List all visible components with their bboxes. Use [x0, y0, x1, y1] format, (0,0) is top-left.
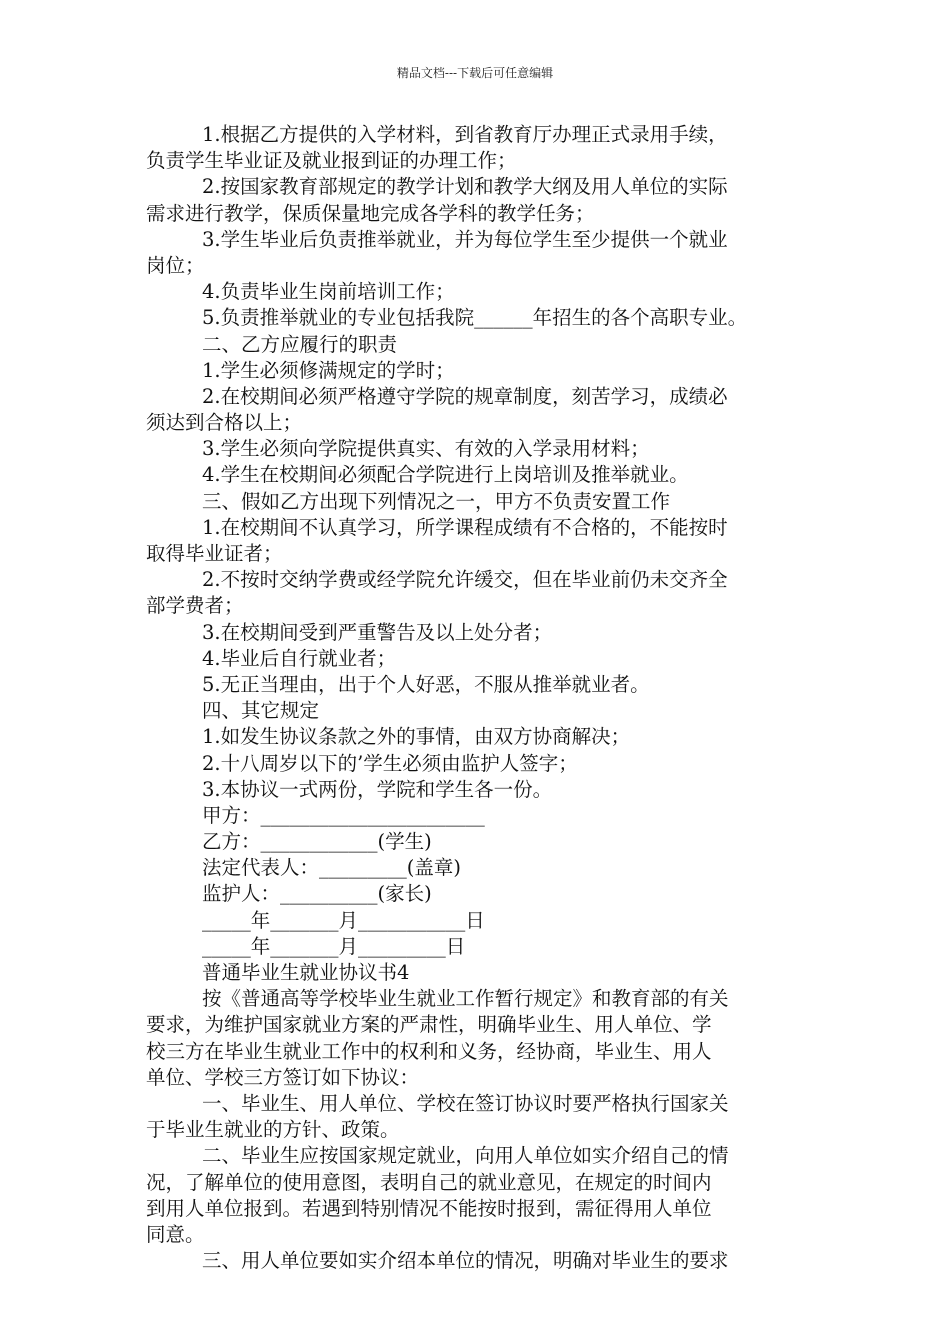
text-line: 单位、学校三方签订如下协议： — [146, 1065, 420, 1089]
text-line: 岗位； — [146, 253, 205, 277]
text-line: 部学费者； — [146, 594, 244, 618]
text-line: 3.学生毕业后负责推举就业，并为每位学生至少提供一个就业 — [202, 227, 728, 251]
text-line: 1.在校期间不认真学习，所学课程成绩有不合格的，不能按时 — [202, 515, 728, 539]
text-line: 2.十八周岁以下的’学生必须由监护人签字； — [202, 751, 578, 775]
text-line: 需求进行教学，保质保量地完成各学科的教学任务； — [146, 201, 595, 225]
document-body — [146, 122, 818, 1274]
text-line: 到用人单位报到。若遇到特别情况不能按时报到，需征得用人单位 — [146, 1196, 712, 1220]
text-line: 一、毕业生、用人单位、学校在签订协议时要严格执行国家关 — [202, 1091, 729, 1115]
text-line: 2.按国家教育部规定的教学计划和教学大纲及用人单位的实际 — [202, 175, 728, 199]
text-line: 要求，为维护国家就业方案的严肃性，明确毕业生、用人单位、学 — [146, 1013, 712, 1037]
text-line: 取得毕业证者； — [146, 542, 283, 565]
text-line: 乙方：____________(学生) — [202, 830, 432, 854]
text-line: 按《普通高等学校毕业生就业工作暂行规定》和教育部的有关 — [202, 987, 729, 1011]
text-line: 法定代表人：_________(盖章) — [202, 856, 461, 880]
text-line: 2.不按时交纳学费或经学院允许缓交，但在毕业前仍未交齐全 — [202, 568, 728, 592]
text-line: 3.在校期间受到严重警告及以上处分者； — [202, 620, 553, 644]
text-line: 4.毕业后自行就业者； — [202, 646, 397, 670]
text-line: 四、其它规定 — [202, 699, 320, 723]
text-line: _____年_______月___________日 — [202, 908, 485, 932]
text-line: 1.学生必须修满规定的学时； — [202, 358, 455, 382]
text-line: 4.学生在校期间必须配合学院进行上岗培训及推举就业。 — [202, 463, 689, 487]
text-line: 校三方在毕业生就业工作中的权利和义务，经协商，毕业生、用人 — [146, 1039, 712, 1063]
page-header: 精品文档---下载后可任意编辑 — [396, 66, 554, 80]
text-line: 监护人：__________(家长) — [202, 882, 432, 906]
text-line: 三、假如乙方出现下列情况之一，甲方不负责安置工作 — [202, 489, 671, 513]
text-line: 5.无正当理由，出于个人好恶，不服从推举就业者。 — [202, 672, 650, 696]
text-line: 1.如发生协议条款之外的事情，由双方协商解决； — [202, 725, 631, 749]
text-line: 5.负责推举就业的专业包括我院______年招生的各个高职专业。 — [202, 306, 748, 330]
text-line: 3.本协议一式两份，学院和学生各一份。 — [202, 777, 553, 801]
text-line: 须达到合格以上； — [146, 411, 303, 435]
text-line: 负责学生毕业证及就业报到证的办理工作； — [146, 149, 517, 173]
text-line: 3.学生必须向学院提供真实、有效的入学录用材料； — [202, 437, 650, 461]
text-line: 二、毕业生应按国家规定就业，向用人单位如实介绍自己的情 — [202, 1144, 729, 1168]
text-line: 普通毕业生就业协议书4 — [202, 961, 410, 984]
text-line: 2.在校期间必须严格遵守学院的规章制度，刻苦学习，成绩必 — [202, 384, 728, 408]
text-line: 况，了解单位的使用意图，表明自己的就业意见，在规定的时间内 — [146, 1170, 712, 1194]
text-line: 于毕业生就业的方针、政策。 — [146, 1118, 400, 1142]
text-line: 二、乙方应履行的职责 — [202, 332, 398, 356]
text-line: 甲方：_______________________ — [202, 803, 485, 827]
text-line: _____年_______月_________日 — [202, 934, 466, 958]
text-line: 三、用人单位要如实介绍本单位的情况，明确对毕业生的要求 — [202, 1249, 729, 1273]
text-line: 同意。 — [146, 1222, 205, 1246]
text-line: 1.根据乙方提供的入学材料，到省教育厅办理正式录用手续， — [202, 123, 728, 146]
text-line: 4.负责毕业生岗前培训工作； — [202, 280, 455, 304]
